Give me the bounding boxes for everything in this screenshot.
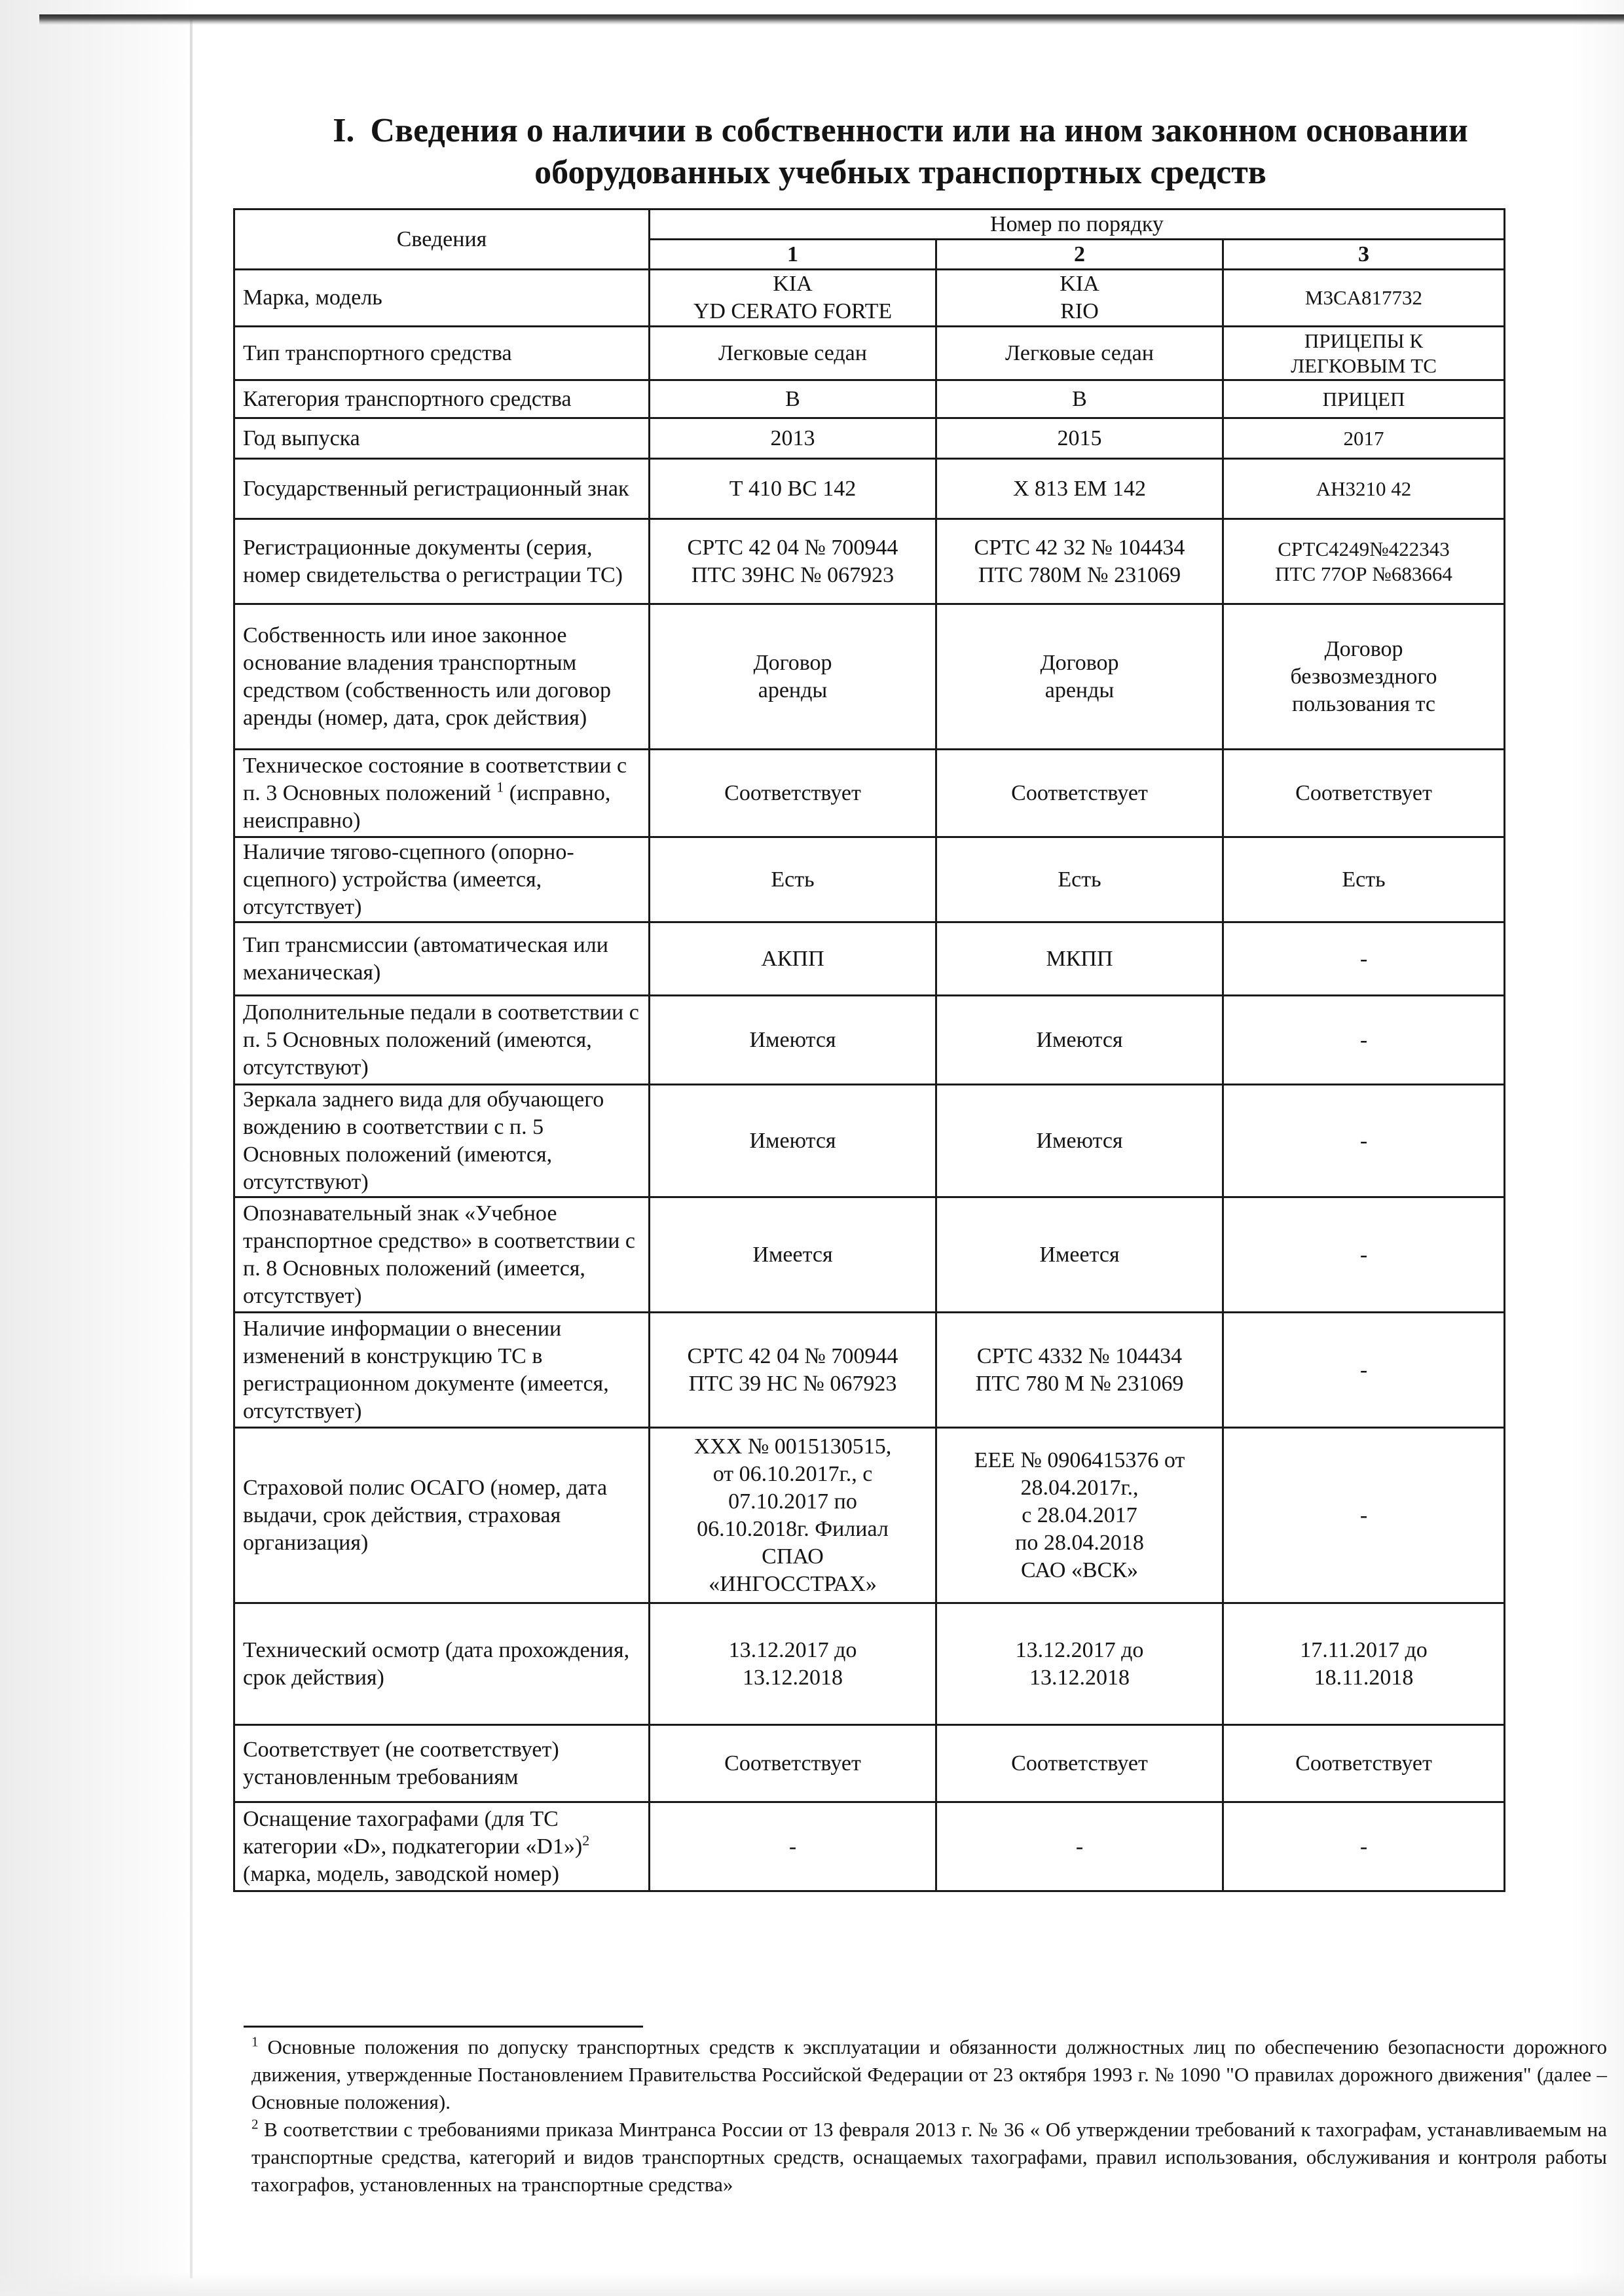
cell-v2: Есть xyxy=(936,837,1223,922)
row-label: Регистрационные документы (серия, номер свидетельства о регистрации ТС) xyxy=(234,519,650,604)
cell-v1: ХХХ № 0015130515, от 06.10.2017г., с 07.10.2017 по 06.10.2018г. Филиал СПАО «ИНГОССТРАХ» xyxy=(650,1428,936,1603)
cell-v3: Соответствует xyxy=(1223,1725,1505,1802)
cell-v1: В xyxy=(650,380,936,418)
cell-v2: СРТС 42 32 № 104434 ПТС 780М № 231069 xyxy=(936,519,1223,604)
footnote-mark: 2 xyxy=(251,2116,259,2132)
header-col-3: 3 xyxy=(1223,240,1505,270)
table-row xyxy=(234,604,1505,750)
row-label: Наличие информации о внесении изменений в конструкцию ТС в регистрационном документе (имеется, отсутствует) xyxy=(234,1313,650,1428)
left-margin-shade xyxy=(0,0,196,2296)
table-row xyxy=(234,418,1505,459)
footnotes xyxy=(251,2033,1607,2198)
header-label-col: Сведения xyxy=(234,210,650,270)
footnote-mark: 1 xyxy=(251,2033,259,2050)
row-label-text: Оснащение тахографами (для ТС категории «D», подкатегории «D1») xyxy=(243,1806,583,1859)
cell-v1: Имеется xyxy=(650,1197,936,1313)
cell-v2: Имеется xyxy=(936,1197,1223,1313)
cell-v3: - xyxy=(1223,1085,1505,1197)
footnote-2 xyxy=(251,2116,1607,2198)
cell-v3: - xyxy=(1223,1313,1505,1428)
row-label-text-end: (исправно, неисправно) xyxy=(243,780,611,833)
cell-v1: Соответствует xyxy=(650,1725,936,1802)
cell-v1: Имеются xyxy=(650,996,936,1085)
cell-v2: Имеются xyxy=(936,1085,1223,1197)
row-label: Технический осмотр (дата прохождения, срок действия) xyxy=(234,1603,650,1725)
cell-v3: ПРИЦЕП xyxy=(1223,380,1505,418)
cell-v3: Есть xyxy=(1223,837,1505,922)
cell-v2: Соответствует xyxy=(936,1725,1223,1802)
cell-v3: M3CA817732 xyxy=(1223,270,1505,327)
cell-v2: - xyxy=(936,1802,1223,1891)
table-row xyxy=(234,459,1505,519)
cell-v1: Соответствует xyxy=(650,750,936,837)
cell-v2: Легковые седан xyxy=(936,327,1223,380)
table-row xyxy=(234,996,1505,1085)
footnote-text: Основные положения по допуску транспортных средств к эксплуатации и обязанности должностных лиц по обеспечению безопасности дорожного движения, утвержденные Постановлением Правительства Российской Федерации от 23 октября 1993 г. № 1090 "О правилах дорожного движения" (далее – Основные положения). xyxy=(251,2035,1607,2113)
footnote-ref-2: 2 xyxy=(582,1832,590,1849)
cell-v3: ПРИЦЕПЫ К ЛЕГКОВЫМ ТС xyxy=(1223,327,1505,380)
row-label: Опознавательный знак «Учебное транспортное средство» в соответствии с п. 8 Основных положений (имеется, отсутствует) xyxy=(234,1197,650,1313)
table-row xyxy=(234,922,1505,996)
row-label: Год выпуска xyxy=(234,418,650,459)
footnote-ref-1: 1 xyxy=(496,778,504,795)
page-fold-edge xyxy=(190,20,193,2278)
cell-v1: Легковые седан xyxy=(650,327,936,380)
row-label: Тип трансмиссии (автоматическая или механическая) xyxy=(234,922,650,996)
row-label: Категория транспортного средства xyxy=(234,380,650,418)
cell-v2: Имеются xyxy=(936,996,1223,1085)
header-col-1: 1 xyxy=(650,240,936,270)
cell-v1: Т 410 ВС 142 xyxy=(650,459,936,519)
cell-v1: 13.12.2017 до 13.12.2018 xyxy=(650,1603,936,1725)
table-row xyxy=(234,1197,1505,1313)
table-row xyxy=(234,380,1505,418)
cell-v1: Договор аренды xyxy=(650,604,936,750)
cell-v3: - xyxy=(1223,1197,1505,1313)
table-row xyxy=(234,327,1505,380)
table-row xyxy=(234,1603,1505,1725)
cell-v3: Соответствует xyxy=(1223,750,1505,837)
row-label-text-end: (марка, модель, заводской номер) xyxy=(243,1861,559,1886)
cell-v1: - xyxy=(650,1802,936,1891)
row-label: Соответствует (не соответствует) установленным требованиям xyxy=(234,1725,650,1802)
row-label xyxy=(234,1802,650,1891)
footnote-text: В соответствии с требованиями приказа Минтранса России от 13 февраля 2013 г. № 36 « Об утверждении требований к тахографам, устанавливаемым на транспортные средства, категорий и видов транспортных средств, оснащаемых тахографами, правил использования, обслуживания и контроля работы тахографов, установленных на транспортные средства» xyxy=(251,2118,1607,2196)
cell-v3: - xyxy=(1223,922,1505,996)
cell-v1: KIA YD CERATO FORTE xyxy=(650,270,936,327)
cell-v1: Есть xyxy=(650,837,936,922)
table-row xyxy=(234,1313,1505,1428)
cell-v1: АКПП xyxy=(650,922,936,996)
table-body xyxy=(234,270,1505,1891)
cell-v3: - xyxy=(1223,1428,1505,1603)
cell-v2: МКПП xyxy=(936,922,1223,996)
table-row xyxy=(234,1725,1505,1802)
cell-v2: В xyxy=(936,380,1223,418)
footnote-1 xyxy=(251,2033,1607,2116)
row-label xyxy=(234,750,650,837)
row-label: Тип транспортного средства xyxy=(234,327,650,380)
table-header-row xyxy=(234,210,1505,240)
row-label: Страховой полис ОСАГО (номер, дата выдачи, срок действия, страховая организация) xyxy=(234,1428,650,1603)
cell-v1: Имеются xyxy=(650,1085,936,1197)
table-row xyxy=(234,750,1505,837)
section-title-line1 xyxy=(236,110,1565,152)
cell-v3: - xyxy=(1223,1802,1505,1891)
row-label-text: Техническое состояние в соответствии с п. 3 Основных положений xyxy=(243,753,627,805)
cell-v1: СРТС 42 04 № 700944 ПТС 39НС № 067923 xyxy=(650,519,936,604)
table-row xyxy=(234,270,1505,327)
cell-v3: - xyxy=(1223,996,1505,1085)
row-label: Марка, модель xyxy=(234,270,650,327)
cell-v1: СРТС 42 04 № 700944 ПТС 39 НС № 067923 xyxy=(650,1313,936,1428)
row-label: Государственный регистрационный знак xyxy=(234,459,650,519)
scan-top-edge xyxy=(39,14,1624,25)
header-group: Номер по порядку xyxy=(650,210,1505,240)
header-col-2: 2 xyxy=(936,240,1223,270)
cell-v2: Договор аренды xyxy=(936,604,1223,750)
table-row xyxy=(234,1085,1505,1197)
row-label: Зеркала заднего вида для обучающего вождению в соответствии с п. 5 Основных положений (имеются, отсутствуют) xyxy=(234,1085,650,1197)
cell-v3: АН3210 42 xyxy=(1223,459,1505,519)
cell-v1: 2013 xyxy=(650,418,936,459)
scan-bottom-edge xyxy=(0,2272,1624,2296)
table-row xyxy=(234,519,1505,604)
table-row xyxy=(234,1802,1505,1891)
vehicles-table xyxy=(233,208,1505,1892)
table-row xyxy=(234,837,1505,922)
cell-v2: ЕЕЕ № 0906415376 от 28.04.2017г., с 28.04.2017 по 28.04.2018 САО «ВСК» xyxy=(936,1428,1223,1603)
footnote-divider xyxy=(244,2026,643,2028)
row-label: Собственность или иное законное основание владения транспортным средством (собственность или договор аренды (номер, дата, срок действия) xyxy=(234,604,650,750)
cell-v2: Х 813 ЕМ 142 xyxy=(936,459,1223,519)
section-title-text1: Сведения о наличии в собственности или на ином законном основании xyxy=(370,112,1468,149)
cell-v2: Соответствует xyxy=(936,750,1223,837)
section-title xyxy=(236,110,1565,194)
row-label: Дополнительные педали в соответствии с п. 5 Основных положений (имеются, отсутствуют) xyxy=(234,996,650,1085)
cell-v2: KIA RIO xyxy=(936,270,1223,327)
cell-v2: 13.12.2017 до 13.12.2018 xyxy=(936,1603,1223,1725)
cell-v3: СРТС4249№422343 ПТС 77ОР №683664 xyxy=(1223,519,1505,604)
cell-v2: 2015 xyxy=(936,418,1223,459)
table-row xyxy=(234,1428,1505,1603)
section-number: I. xyxy=(333,112,355,149)
cell-v3: 17.11.2017 до 18.11.2018 xyxy=(1223,1603,1505,1725)
cell-v2: СРТС 4332 № 104434 ПТС 780 М № 231069 xyxy=(936,1313,1223,1428)
cell-v3: Договор безвозмездного пользования тс xyxy=(1223,604,1505,750)
section-title-line2: оборудованных учебных транспортных средств xyxy=(534,154,1266,191)
row-label: Наличие тягово-сцепного (опорно-сцепного) устройства (имеется, отсутствует) xyxy=(234,837,650,922)
cell-v3: 2017 xyxy=(1223,418,1505,459)
